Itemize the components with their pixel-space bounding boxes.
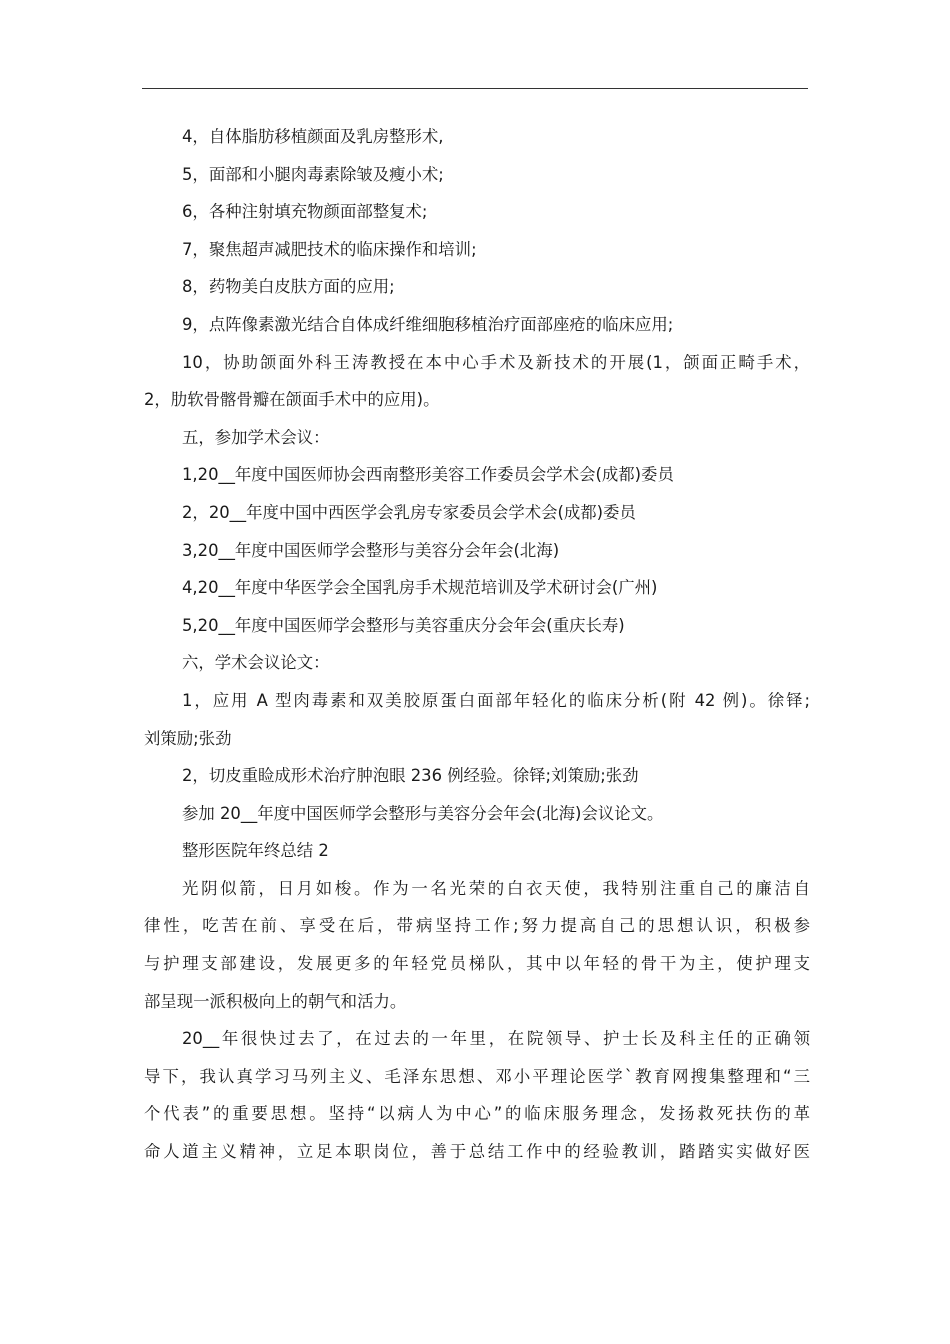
text-line: 导下，我认真学习马列主义、毛泽东思想、邓小平理论医学`教育网搜集整理和“三 xyxy=(144,1066,810,1086)
text-line: 5，面部和小腿肉毒素除皱及瘦小术; xyxy=(182,164,444,184)
text-line: 2，切皮重睑成形术治疗肿泡眼 236 例经验。徐铎;刘策励;张劲 xyxy=(182,766,639,786)
text-line: 参加 20__年度中国医师学会整形与美容分会年会(北海)会议论文。 xyxy=(182,803,664,823)
text-line: 4,20__年度中华医学会全国乳房手术规范培训及学术研讨会(广州) xyxy=(182,578,658,598)
text-line: 个代表”的重要思想。坚持“以病人为中心”的临床服务理念，发扬救死扶伤的革 xyxy=(144,1104,810,1124)
text-line: 6，各种注射填充物颜面部整复术; xyxy=(182,202,428,222)
text-line: 命人道主义精神，立足本职岗位，善于总结工作中的经验教训，踏踏实实做好医 xyxy=(144,1142,810,1162)
text-line: 五，参加学术会议： xyxy=(182,427,330,447)
text-line: 部呈现一派积极向上的朝气和活力。 xyxy=(144,991,407,1011)
text-line: 2，肋软骨髂骨瓣在颌面手术中的应用)。 xyxy=(144,390,440,410)
text-line: 7，聚焦超声减肥技术的临床操作和培训; xyxy=(182,239,477,259)
text-line: 整形医院年终总结 2 xyxy=(182,841,329,861)
text-line: 3,20__年度中国医师学会整形与美容分会年会(北海) xyxy=(182,540,560,560)
text-line: 4，自体脂肪移植颜面及乳房整形术, xyxy=(182,127,444,146)
text-line: 与护理支部建设，发展更多的年轻党员梯队，其中以年轻的骨干为主，使护理支 xyxy=(144,954,810,974)
text-line: 9，点阵像素激光结合自体成纤维细胞移植治疗面部座疮的临床应用; xyxy=(182,314,674,334)
text-line: 律性，吃苦在前、享受在后，带病坚持工作;努力提高自己的思想认识，积极参 xyxy=(144,916,810,936)
text-line: 1,20__年度中国医师协会西南整形美容工作委员会学术会(成都)委员 xyxy=(182,465,674,485)
text-line: 8，药物美白皮肤方面的应用; xyxy=(182,277,395,297)
text-line: 2，20__年度中国中西医学会乳房专家委员会学术会(成都)委员 xyxy=(182,502,636,522)
header-rule xyxy=(142,88,808,89)
text-line: 5,20__年度中国医师学会整形与美容重庆分会年会(重庆长寿) xyxy=(182,615,625,635)
text-line: 10，协助颌面外科王涛教授在本中心手术及新技术的开展(1，颌面正畸手术， xyxy=(182,352,810,372)
text-line: 1，应用 A 型肉毒素和双美胶原蛋白面部年轻化的临床分析(附 42 例)。徐铎; xyxy=(182,690,810,710)
text-line: 20__年很快过去了，在过去的一年里，在院领导、护士长及科主任的正确领 xyxy=(182,1029,810,1049)
text-line: 六，学术会议论文： xyxy=(182,653,330,673)
text-line: 刘策励;张劲 xyxy=(144,728,232,748)
text-line: 光阴似箭，日月如梭。作为一名光荣的白衣天使，我特别注重自己的廉洁自 xyxy=(182,878,810,898)
document-body xyxy=(144,118,810,1171)
